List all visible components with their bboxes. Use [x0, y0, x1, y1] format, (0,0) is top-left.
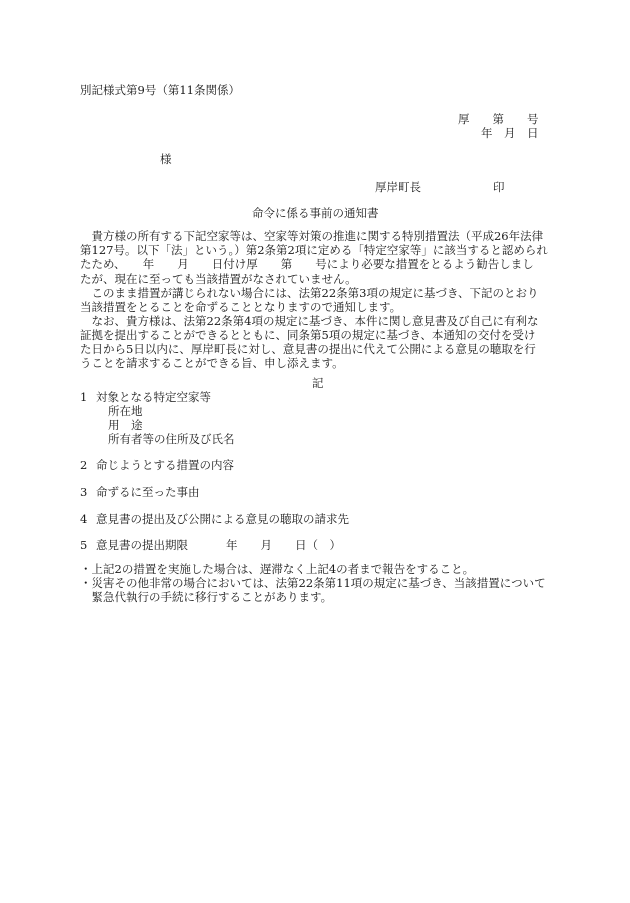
item-1-number: 1 — [80, 390, 88, 404]
item-4-label: 意見書の提出及び公開による意見の聴取の請求先 — [96, 512, 349, 526]
document-number: 厚 第 号 — [458, 112, 539, 126]
item-5-number: 5 — [80, 538, 88, 552]
note-emergency-line-2: 緊急代執行の手続に移行することがあります。 — [80, 590, 333, 604]
item-1-sub-location: 所在地 — [108, 404, 143, 418]
item-2-label: 命じようとする措置の内容 — [96, 458, 234, 472]
item-1-label: 対象となる特定空家等 — [96, 390, 211, 404]
sender-name: 厚岸町長 — [375, 180, 421, 194]
note-emergency-line-1: ・災害その他非常の場合においては、法第22条第11項の規定に基づき、当該措置について — [80, 576, 546, 590]
paragraph-line: 第127号。以下「法」という。）第2条第2項に定める「特定空家等」に該当すると認められ — [80, 243, 548, 258]
paragraph-line: 証拠を提出することができるとともに、同条第5項の規定に基づき、本通知の交付を受け — [80, 327, 536, 342]
addressee-honorific: 様 — [160, 152, 172, 166]
document-title: 命令に係る事前の通知書 — [252, 206, 379, 220]
item-5-label: 意見書の提出期限 — [96, 538, 188, 552]
paragraph-line: たため、 年 月 日付け厚 第 号により必要な措置をとるよう勧告しまし — [80, 257, 534, 272]
paragraph-line: なお、貴方様は、法第22条第4項の規定に基づき、本件に関し意見書及び自己に有利な — [80, 313, 539, 328]
body-paragraph-1 — [80, 229, 558, 286]
paragraph-line: た日から5日以内に、厚岸町長に対し、意見書の提出に代えて公開による意見の聴取を行 — [80, 341, 536, 356]
issue-date: 年 月 日 — [481, 126, 539, 140]
paragraph-line: このまま措置が講じられない場合には、法第22条第3項の規定に基づき、下記のとおり — [80, 285, 539, 300]
item-1-sub-usage: 用 途 — [108, 418, 143, 432]
form-label: 別記様式第9号（第11条関係） — [80, 83, 240, 97]
item-2-number: 2 — [80, 458, 88, 472]
item-3-number: 3 — [80, 485, 88, 499]
item-3-label: 命ずるに至った事由 — [96, 485, 200, 499]
note-report: ・上記2の措置を実施した場合は、遅滞なく上記4の者まで報告をすること。 — [80, 562, 475, 576]
paragraph-line: 当該措置をとることを命ずることとなりますので通知します。 — [80, 299, 402, 314]
paragraph-line: たが、現在に至っても当該措置がなされていません。 — [80, 271, 357, 286]
body-paragraph-2 — [80, 286, 558, 314]
item-4-number: 4 — [80, 512, 88, 526]
seal-mark: 印 — [493, 180, 505, 194]
body-paragraph-3 — [80, 314, 558, 371]
record-heading: 記 — [312, 376, 324, 390]
paragraph-line: 貴方様の所有する下記空家等は、空家等対策の推進に関する特別措置法（平成26年法律 — [80, 229, 544, 243]
item-1-sub-owner: 所有者等の住所及び氏名 — [108, 432, 235, 446]
item-5-deadline: 年 月 日（ ） — [226, 538, 341, 552]
paragraph-line: うことを請求することができる旨、申し添えます。 — [80, 356, 344, 371]
